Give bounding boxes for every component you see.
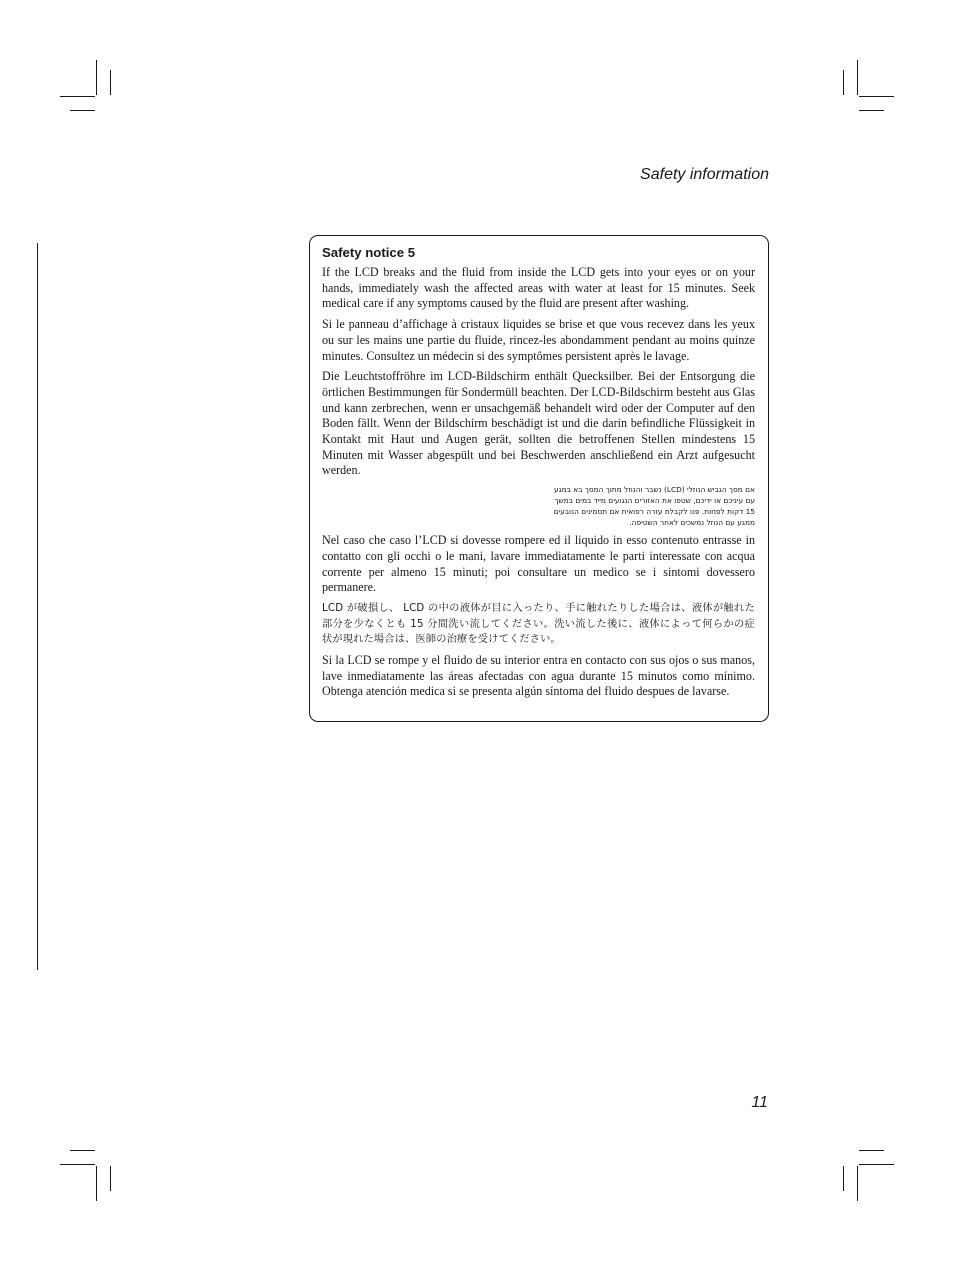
notice-paragraph-italian: Nel caso che caso l’LCD si dovesse rompere ed il liquido in esso contenuto entrasse in contatto con gli occhi o le mani, lavare immediatamente le parti interessate con acqua corrente per almeno 15 minuti; poi consultare un medico se i sintomi dovessero permanere. <box>322 533 755 595</box>
hebrew-line: עם עיניכם או ידיכם, שטפו את האזורים הנגועים מייד במים במשך <box>554 496 755 506</box>
hebrew-line: ממגע עם הנוזל נמשכים לאחר השטיפה. <box>629 518 755 528</box>
crop-mark <box>857 1166 858 1201</box>
page-number: 11 <box>751 1094 768 1111</box>
crop-mark <box>859 1164 894 1165</box>
crop-mark <box>110 1166 111 1191</box>
notice-paragraph-french: Si le panneau d’affichage à cristaux liquides se brise et que vous recevez dans les yeux ou sur les mains une partie du fluide, rincez-les abondamment pendant au moins quinze minutes. Consultez un médecin si des symptômes persistent après le lavage. <box>322 317 755 363</box>
crop-mark <box>859 96 894 97</box>
safety-notice-box <box>309 235 769 722</box>
left-margin-rule <box>37 243 38 970</box>
notice-title: Safety notice 5 <box>322 245 416 260</box>
crop-mark <box>859 1150 884 1151</box>
crop-mark <box>70 1150 95 1151</box>
crop-mark <box>859 110 884 111</box>
notice-paragraph-japanese: LCD が破損し、 LCD の中の液体が目に入ったり、手に触れたりした場合は、液体が触れた部分を少なくとも 15 分間洗い流してください。洗い流した後に、液体によって何らかの症状が現れた場合は、医師の治療を受けてください。 <box>322 602 755 646</box>
crop-mark <box>60 1164 95 1165</box>
crop-mark <box>70 110 95 111</box>
crop-mark <box>857 60 858 95</box>
hebrew-line: אם מסך הגביש הנוזלי (LCD) נשבר והנוזל מתוך המסך בא במגע <box>553 485 755 495</box>
notice-paragraph-german: Die Leuchtstoffröhre im LCD-Bildschirm enthält Quecksilber. Bei der Entsorgung die örtlichen Bestimmungen für Sondermüll beachten. Der LCD-Bildschirm besteht aus Glas und kann zerbrechen, wenn er unsachgemäß behandelt wird oder der Computer auf den Boden fällt. Wenn der Bildschirm beschädigt ist und die darin befindliche Flüssigkeit in Kontakt mit Haut und Augen gerät, sollten die betroffenen Stellen mindestens 15 Minuten mit Wasser abgespült und bei Beschwerden anschließend ein Arzt aufgesucht werden. <box>322 369 755 478</box>
notice-paragraph-spanish: Si la LCD se rompe y el fluido de su interior entra en contacto con sus ojos o sus manos, lave inmediatamente las áreas afectadas con agua durante 15 minutos como mínimo. Obtenga atención medica si se presenta algún síntoma del fluido despues de lavarse. <box>322 653 755 699</box>
hebrew-line: 15 דקות לפחות. פנו לקבלת עזרה רפואית אם תסמינים הנובעים <box>553 507 755 517</box>
crop-mark <box>843 1166 844 1191</box>
crop-mark <box>60 96 95 97</box>
crop-mark <box>96 1166 97 1201</box>
crop-mark <box>110 70 111 95</box>
running-header: Safety information <box>640 166 769 183</box>
notice-paragraph-hebrew <box>322 484 755 528</box>
crop-mark <box>843 70 844 95</box>
crop-mark <box>96 60 97 95</box>
notice-paragraph-english: If the LCD breaks and the fluid from inside the LCD gets into your eyes or on your hands, immediately wash the affected areas with water at least for 15 minutes. Seek medical care if any symptoms caused by the fluid are present after washing. <box>322 265 755 311</box>
